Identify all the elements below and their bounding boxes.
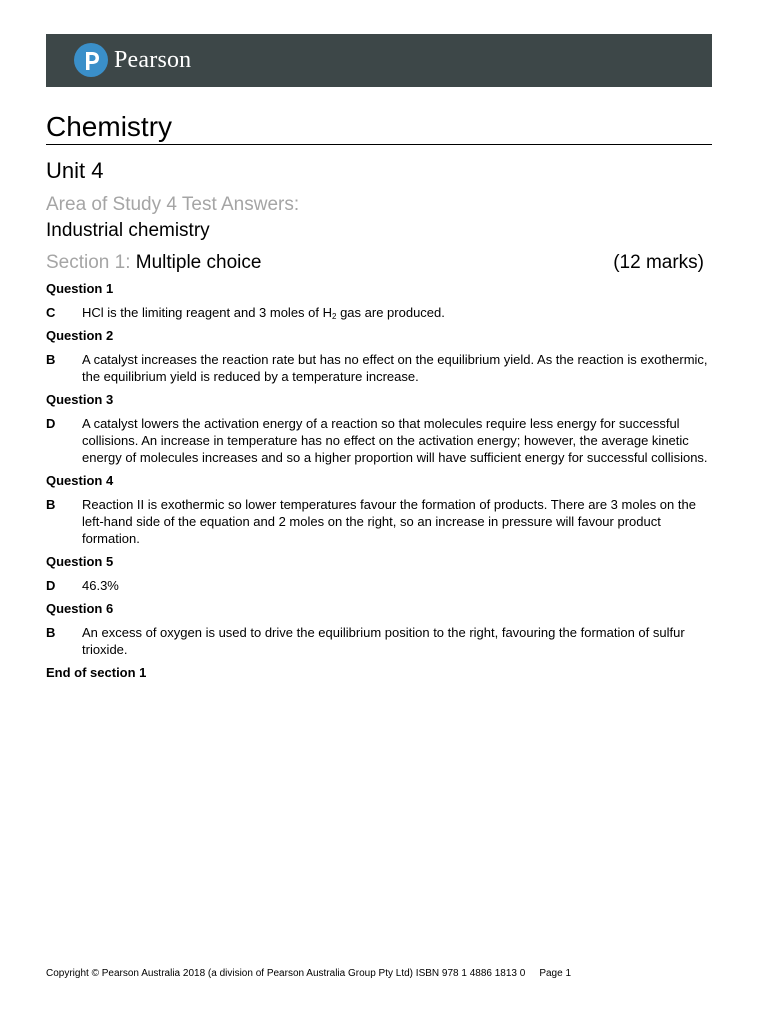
answer-text-part: gas are produced. <box>336 305 445 320</box>
page-number: Page 1 <box>539 968 572 979</box>
unit-title: Unit 4 <box>46 158 104 183</box>
answer-letter: D <box>46 578 56 593</box>
brand-name: Pearson <box>114 47 192 73</box>
answer-text: A catalyst lowers the activation energy of a reaction so that molecules require less energy for successful collisions. An increase in temperature has no effect on the activation energy; however, the average kinetic energy of molecules increases and so a higher proportion will have sufficient energy for successful collisions. <box>82 416 708 465</box>
answer-letter: B <box>46 625 56 640</box>
question-heading: Question 1 <box>46 281 114 296</box>
page-footer <box>46 967 571 980</box>
answer-row <box>46 415 712 466</box>
copyright-text: Copyright © Pearson Australia 2018 (a division of Pearson Australia Group Pty Ltd) ISBN 978 1 4886 1813 0 <box>46 968 526 979</box>
question-heading: Question 2 <box>46 328 114 343</box>
answer-text: A catalyst increases the reaction rate but has no effect on the equilibrium yield. As the reaction is exothermic, the equilibrium yield is reduced by a temperature increase. <box>82 352 708 384</box>
section-label: Section 1: <box>46 252 131 273</box>
answer-row <box>46 577 712 594</box>
subject-title: Chemistry <box>46 110 712 145</box>
answer-row <box>46 304 712 321</box>
header-banner <box>46 34 712 87</box>
answers-list <box>46 280 712 681</box>
question-block <box>46 280 712 321</box>
question-block <box>46 327 712 385</box>
answer-letter: B <box>46 352 56 367</box>
answer-text-part: HCl is the limiting reagent and 3 moles of H <box>82 305 333 320</box>
question-block <box>46 600 712 658</box>
answer-text <box>82 304 712 321</box>
section-title: Multiple choice <box>135 252 262 273</box>
topic-title: Industrial chemistry <box>46 220 210 241</box>
answer-letter: B <box>46 497 56 512</box>
answer-row <box>46 496 712 547</box>
question-heading: Question 4 <box>46 473 114 488</box>
answer-row <box>46 624 712 658</box>
area-of-study-label: Area of Study 4 Test Answers: <box>46 194 300 215</box>
answer-text: 46.3% <box>82 578 119 593</box>
answer-row <box>46 351 712 385</box>
subscript: 2 <box>332 312 337 321</box>
answer-letter: D <box>46 416 56 431</box>
pearson-p-icon <box>74 43 108 77</box>
answer-text: An excess of oxygen is used to drive the equilibrium position to the right, favouring the formation of sulfur trioxide. <box>82 625 685 657</box>
answer-letter: C <box>46 305 56 320</box>
section-marks: (12 marks) <box>613 252 704 273</box>
question-heading: Question 6 <box>46 601 114 616</box>
end-of-section: End of section 1 <box>46 665 147 680</box>
question-block <box>46 391 712 466</box>
section-heading <box>46 251 704 275</box>
question-block <box>46 553 712 594</box>
question-heading: Question 3 <box>46 392 114 407</box>
answer-text: Reaction II is exothermic so lower temperatures favour the formation of products. There are 3 moles on the left-hand side of the equation and 2 moles on the right, so an increase in pressure will favour product formation. <box>82 497 696 546</box>
question-heading: Question 5 <box>46 554 114 569</box>
question-block <box>46 472 712 547</box>
